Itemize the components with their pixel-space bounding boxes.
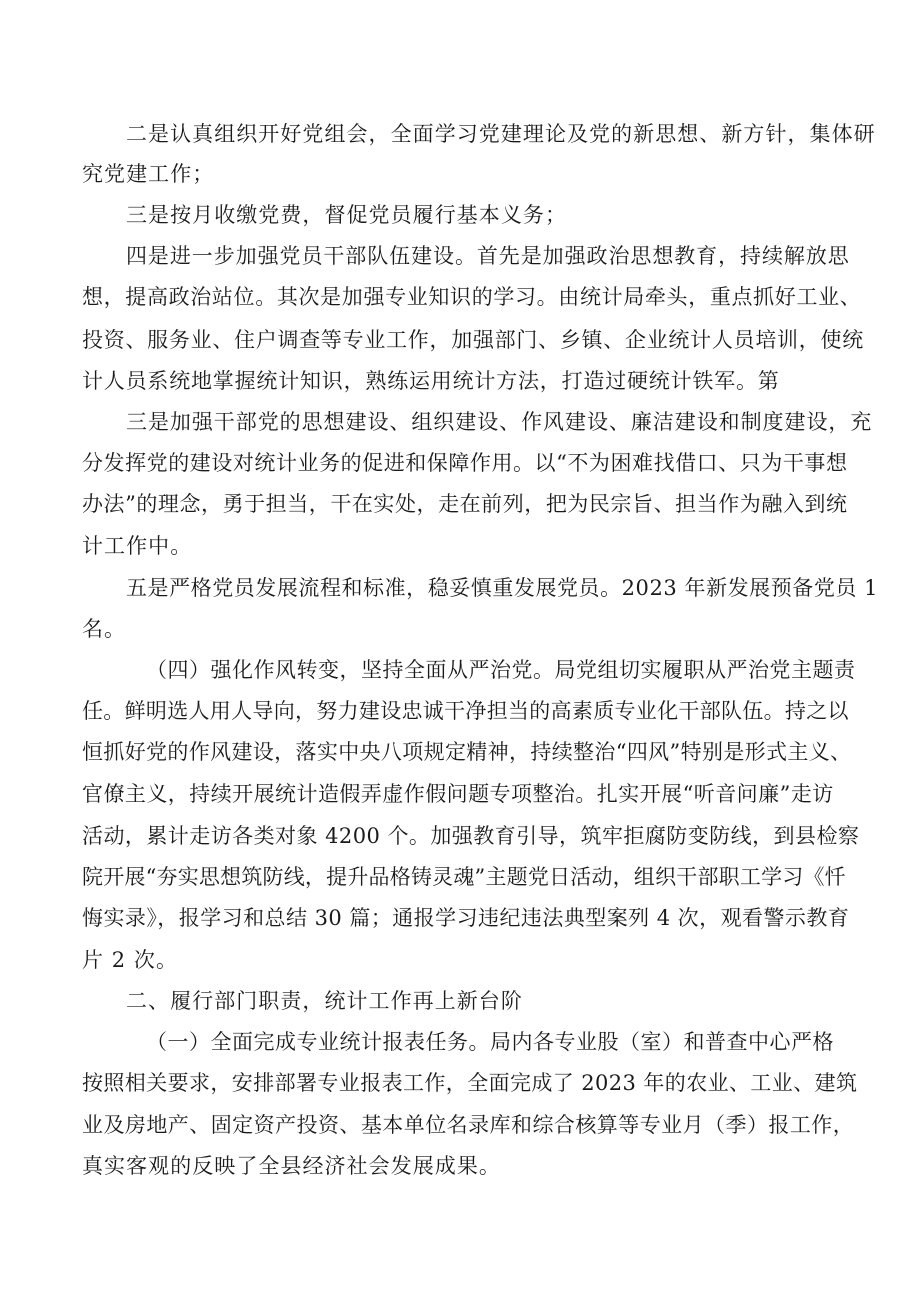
text-line: （四）强化作风转变，坚持全面从严治党。局党组切实履职从严治党主题责 — [146, 658, 856, 682]
text-line: 四是进一步加强党员干部队伍建设。首先是加强政治思想教育，持续解放思 — [126, 244, 850, 268]
text-line: 悔实录》，报学习和总结 30 篇；通报学习违纪违法典型案列 4 次，观看警示教育 — [82, 906, 850, 930]
section-heading: 二、履行部门职责，统计工作再上新台阶 — [126, 989, 523, 1013]
text-line: 名。 — [82, 617, 127, 641]
text-line: 院开展“夯实思想筑防线，提升品格铸灵魂”主题党日活动，组织干部职工学习《忏 — [82, 865, 846, 889]
text-line: 二是认真组织开好党组会，全面学习党建理论及党的新思想、新方针，集体研 — [126, 122, 876, 146]
text-line: 五是严格党员发展流程和标准，稳妥慎重发展党员。2023 年新发展预备党员 1 — [126, 576, 879, 600]
text-line: 三是按月收缴党费，督促党员履行基本义务； — [126, 203, 567, 227]
text-line: 真实客观的反映了全县经济社会发展成果。 — [82, 1154, 501, 1178]
text-line: 业及房地产、固定资产投资、基本单位名录库和综合核算等专业月（季）报工作， — [82, 1113, 855, 1137]
text-line: 三是加强干部党的思想建设、组织建设、作风建设、廉洁建设和制度建设，充 — [126, 410, 873, 434]
text-line: 计工作中。 — [82, 534, 193, 558]
text-line: 想，提高政治站位。其次是加强专业知识的学习。由统计局牵头，重点抓好工业、 — [82, 285, 862, 309]
text-line: 片 2 次。 — [82, 948, 179, 972]
text-line: 按照相关要求，安排部署专业报表工作，全面完成了 2023 年的农业、工业、建筑 — [82, 1071, 858, 1095]
text-line: 投资、服务业、住户调查等专业工作，加强部门、乡镇、企业统计人员培训，使统 — [82, 328, 864, 352]
text-line: 活动，累计走访各类对象 4200 个。加强教育引导，筑牢拒腐防变防线，到县检察 — [82, 824, 860, 848]
text-line: 官僚主义，持续开展统计造假弄虚作假问题专项整治。扎实开展“听音问廉”走访 — [82, 782, 834, 806]
text-line: （一）全面完成专业统计报表任务。局内各专业股（室）和普查中心严格 — [146, 1030, 834, 1054]
text-line: 办法”的理念，勇于担当，干在实处，走在前列，把为民宗旨、担当作为融入到统 — [82, 492, 848, 516]
text-line: 究党建工作； — [82, 162, 215, 186]
text-line: 计人员系统地掌握统计知识，熟练运用统计方法，打造过硬统计铁军。第 — [82, 369, 780, 393]
text-line: 恒抓好党的作风建设，落实中央八项规定精神，持续整治“四风”特别是形式主义、 — [82, 740, 852, 764]
text-line: 任。鲜明选人用人导向，努力建设忠诚干净担当的高素质专业化干部队伍。持之以 — [82, 699, 849, 723]
text-line: 分发挥党的建设对统计业务的促进和保障作用。以“不为困难找借口、只为干事想 — [82, 451, 848, 475]
